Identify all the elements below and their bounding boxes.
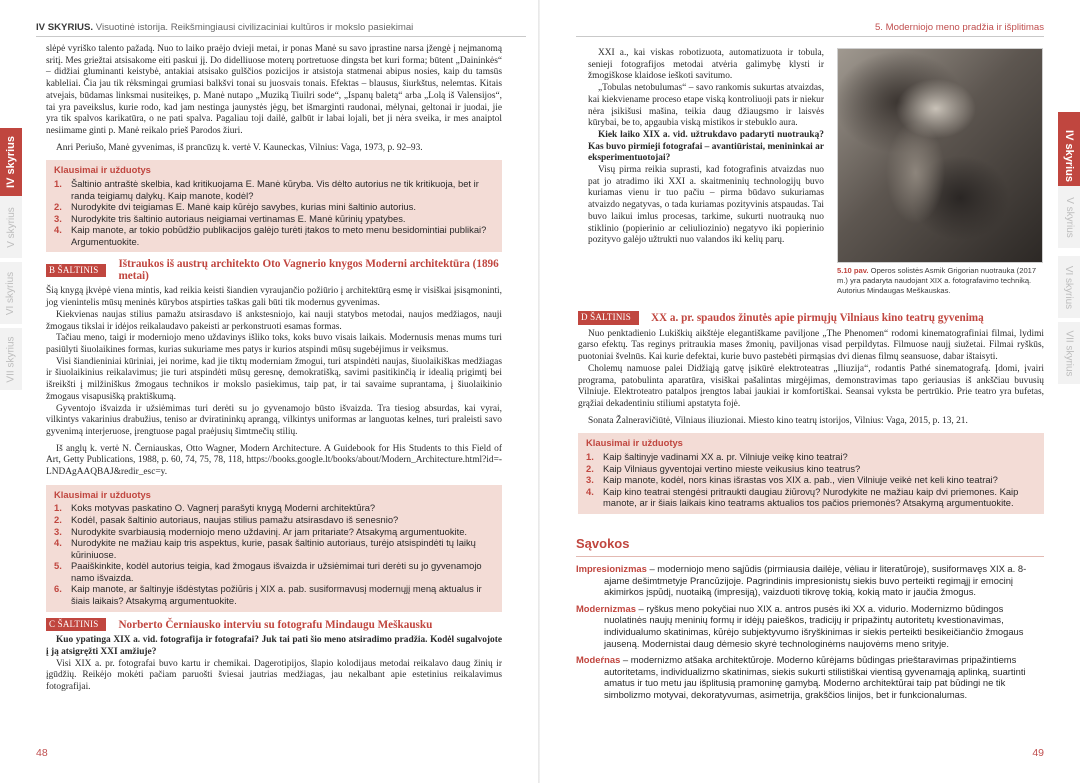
body-paragraph: Visų pirma reikia suprasti, kad fotografinis atvaizdas nuo pat jo atradimo iki XXI a. skaitmeninių technologijų buvo kuriamas vienu ir tuo pačiu – pirma būdavo sukuriamas atvaizdo negatyvas, o tada kuriamas pozityvinis atspaudas. Tai buvo laikui imlus procesas, tarkime, sukurti nuotrauką nuo stiklinio (popierinio ar celiuliozinio) negatyvo iki popierinio pozityvo galėjo užtrukti nuo valandos iki kelių parų. xyxy=(588,165,824,246)
interview-question: Kiek laiko XIX a. vid. užtrukdavo padaryti nuotrauką? Kas buvo pirmieji fotografai – avantiūristai, menininkai ar eksperimentuotojai? xyxy=(588,129,824,164)
source-citation: Anri Periušo, Manė gyvenimas, iš prancūzų k. vertė V. Kauneckas, Vilnius: Vaga, 1973, p. 92–93. xyxy=(56,142,423,153)
body-paragraph: XXI a., kai viskas robotizuota, automatizuota ir tobula, senieji fotografijos metodai atvėria galimybę klysti ir žmogiškose klaidose ieškoti savitumo. xyxy=(588,48,824,82)
question-item: 3. Nurodykite svarbiausią moderniojo meno uždavinį. Ar jam pritariate? Atsakymą argumentuokite. xyxy=(54,525,468,537)
source-title: Norberto Černiausko interviu su fotografu Mindaugu Meškausku xyxy=(118,618,433,631)
questions-box xyxy=(578,433,1044,514)
question-item: 3. Nurodykite tris šaltinio autoriaus neigiamai vertinamas E. Manė kūrinių ypatybes. xyxy=(54,212,406,224)
interview-question: Kuo ypatinga XIX a. vid. fotografija ir fotografai? Juk tai pati šio meno atsiradimo pradžia. Kodėl sugalvojote į ją atsigręžti XXI amžiuje? xyxy=(46,635,502,658)
questions-box xyxy=(46,485,502,612)
question-item: 2. Kaip Vilniaus gyventojai vertino mieste veikusius kino teatrus? xyxy=(586,462,861,474)
source-citation: Iš anglų k. vertė N. Černiauskas, Otto Wagner, Modern Architecture. A Guidebook for His Students to this Field of Art, Getty Publications, 1988, p. 60, 74, 75, 78, 118, https://books.google.lt/books/about/Modern_Architecture.html?id=-LNDAgAAQBAJ&redir_esc=y. xyxy=(46,443,502,478)
body-paragraph: Tačiau meno, taigi ir moderniojo meno uždavinys išliko toks, koks buvo visais laikais. Modernusis menas mums turi pasiūlyti šiuolaikines formas, kurias sukuriame mes patys ir kurios atspindi mūsų sugebėjimus ir veiksmus. xyxy=(46,333,502,355)
source-title: XX a. pr. spaudos žinutės apie pirmųjų Vilniaus kino teatrų gyvenimą xyxy=(650,311,984,324)
source-heading xyxy=(578,311,1044,325)
body-paragraph: Kiekvienas naujas stilius pamažu atsirasdavo iš ankstesniojo, kai nauji statybos metodai, naujos medžiagos, nauji žmogaus tikslai ir idėjos reikalaudavo pakeisti ar perkonstruoti esamas formas. xyxy=(46,309,502,332)
source-heading xyxy=(46,618,502,632)
tab-iv-skyrius[interactable]: IV skyrius xyxy=(0,128,22,196)
body-paragraph: Visi XIX a. pr. fotografai buvo kartu ir chemikai. Dagerotipijos, šlapio kolodijaus metodai reikalavo daug žinių ir įgūdžių. Reikėjo mokėti pačiam paruošti šviesai jautrias medžiagas, jau nekalbant apie estetinius reikalavimus fotografijai. xyxy=(46,658,502,693)
left-header xyxy=(36,22,526,33)
concepts-title: Sąvokos xyxy=(576,536,1044,557)
question-item: 1. Koks motyvas paskatino O. Vagnerį parašyti knygą Moderni architektūra? xyxy=(54,502,376,514)
questions-title: Klausimai ir užduotys xyxy=(586,437,683,449)
tab-vi-skyrius[interactable]: VI skyrius xyxy=(0,262,22,324)
concept-item: Modeŕnas – modernizmo atšaka architektūroje. Moderno kūrėjams būdingas prieštaravimas pripažintiems autoritetams, individualizmo skatinimas, siekis sukurti stilistiškai vientisą gyvenamąją aplinką, suartinti amatus ir tuo metu jau išplitusią pramoninę gamybą. Moderno architektūrai taip pat būdingi ne tik simbolizmo motyvai, dekoratyvumas, asimetrija, grakščios linijos, bet ir funkcionalumas. xyxy=(576,654,1026,700)
question-item: 1. Kaip šaltinyje vadinami XX a. pr. Vilniuje veikę kino teatrai? xyxy=(586,450,848,462)
page-number: 48 xyxy=(36,747,48,759)
body-paragraph: „Tobulas netobulumas“ – savo rankomis sukurtas atvaizdas, kai kiekviename proceso etape viską kontroliuoji pats ir niekur nėra įsikišusi mašina, teikia daug džiaugsmo ir laisvės kūrybai, be to, apgaubia viską mistikos ir stebuklo aura. xyxy=(588,83,824,129)
body-paragraph: Visi šiandieniniai kūriniai, jei norime, kad jie tiktų moderniam žmogui, turi atspindėti naujas, šiuolaikiškas medžiagas ir šiuolaikinius reikalavimus; jie turi atspindėti mūsų geresnę, demokratišką, savimi pasitikinčią ir idealią prigimtį bei išreikšti į milžiniškus žmogaus technikos ir mokslo pasiekimus, taip pat, ir tai savaime suprantama, į šiuolaikinio žmogaus visapusišką praktiškumą. xyxy=(46,356,502,402)
question-item: 5. Paaiškinkite, kodėl autorius teigia, kad žmogaus išvaizda ir užsiėmimai turi derėti su jo gyvenamojo namo išvaizda. xyxy=(54,560,482,583)
photo-caption: 5.10 pav. Operos solistės Asmik Grigorian nuotrauka (2017 m.) yra padaryta naudojant XIX a. fotografavimo techniką. Autorius Mindaugas Meškauskas. xyxy=(837,266,1037,295)
question-item: 6. Kaip manote, ar šaltinyje išdėstytas požiūris į XIX a. pab. susiformavusį modernųjį meną aktualus ir šiais laikais? Atsakymą argumentuokite. xyxy=(54,583,482,607)
tab-vii-skyrius[interactable]: VII skyrius xyxy=(1058,322,1080,384)
question-item: 3. Kaip manote, kodėl, nors kinas išrastas vos XIX a. pab., vien Vilniuje veikė net keli kino teatrai? xyxy=(586,474,998,486)
right-main-column xyxy=(578,306,1044,520)
questions-box xyxy=(46,160,502,252)
source-heading xyxy=(46,258,502,282)
questions-title: Klausimai ir užduotys xyxy=(54,164,151,176)
tab-v-skyrius[interactable]: V skyrius xyxy=(0,196,22,258)
left-column xyxy=(46,44,502,694)
concepts-section xyxy=(576,536,1044,706)
page-number: 49 xyxy=(1032,747,1044,759)
body-paragraph: Cholemų namuose palei Didžiąją gatvę įsikūrė elektroteatras „Iliuzija“, rodantis Pathé sinematografą. Įdomi, įvairi programa, patobulinta aparatūra, visiškai pašalintas mirgėjimas, demonstravimas tapo geriausias iš ankščiau buvusių Vilniuje. Elektroteatro patalpos įrengtos labai jaukiai ir komfortiškai. Seansai vyksta be pertrūkio. Prie teatro yra bufetas, grąžiai dekadentiniu stiliumi apstatyta fojė. xyxy=(578,363,1044,409)
tab-vi-skyrius[interactable]: VI skyrius xyxy=(1058,256,1080,318)
body-paragraph: Šią knygą įkvėpė viena mintis, kad reikia keisti šiandien vyraujančio požiūrio į architektūrą esmę ir visiškai įsisąmoninti, jog vienintelis mūsų meninės kūrybos atspirties taškas gali būti tik modernus gyvenimas. xyxy=(46,286,502,309)
source-badge: C ŠALTINIS xyxy=(46,618,106,632)
right-header: 5. Moderniojo meno pradžia ir išplitimas xyxy=(874,22,1044,33)
tab-vii-skyrius[interactable]: VII skyrius xyxy=(0,328,22,390)
tab-v-skyrius[interactable]: V skyrius xyxy=(1058,186,1080,248)
question-item: 2. Nurodykite dvi teigiamas E. Manė kaip kūrėjo savybes, kurias mini šaltinio autorius. xyxy=(54,201,416,213)
right-narrow-column xyxy=(588,48,824,247)
question-item: 1. Šaltinio antraštė skelbia, kad kritikuojama E. Manė kūryba. Vis dėlto autorius ne tik kritikuoja, bet ir randa teigiamų dalykų. Kaip manote, kodėl? xyxy=(54,177,479,201)
questions-title: Klausimai ir užduotys xyxy=(54,488,151,500)
portrait-photo xyxy=(837,48,1043,263)
question-item: 4. Kaip kino teatrai stengėsi pritraukti daugiau žiūrovų? Nurodykite ne mažiau kaip dvi priemones. Kaip manote, ar ir šiais laikais kino teatrams aktualios tos pačios priemonės? Atsakymą argumentuokite. xyxy=(586,485,1019,509)
concept-item: Impresionizmas – moderniojo meno sąjūdis (pirmiausia dailėje, vėliau ir literatūroje), susiformavęs XIX a. 8-ajame dešimtmetyje Prancūzijoje. Pagrindinis impresionistų siekis buvo perteikti regimąjį ir emocinį akimirkos įspūdį, nuotaiką (impresiją), vaizduoti tikrovę tokią, kokią mato ir jaučia žmogus. xyxy=(576,563,1027,598)
header-chapter: IV SKYRIUS. xyxy=(36,22,94,33)
right-page xyxy=(540,0,1080,783)
header-rule xyxy=(576,36,1044,37)
question-item: 4. Kaip manote, ar tokio pobūdžio publikacijos galėjo turėti įtakos to meto menu besidomintiai publikai? Argumentuokite. xyxy=(54,224,487,247)
body-paragraph: Nuo penktadienio Lukiškių aikštėje elegantiškame paviljone „The Phenomen“ rodomi kinematografiniai filmai, lydimi garso efektų. Tas reginys pritraukia mases žmonių, paviljonas visad perpildytas. Filmuose naujį siužetai. Filmai ryškūs, puotoniai švelnūs. Kai kurie defektai, kurie buvo pastebėti pirmąsias dvi dienas filmų seansuose, dabar ištaisyti. xyxy=(578,328,1044,363)
concept-item: Modernizmas – ryškus meno pokyčiai nuo XIX a. antros pusės iki XX a. vidurio. Modernizmo būdingos nuolatinės naujų meninių formų ir idėjų paieškos, tradicijų ir pripažintų autoritetų kvestionavimas, individualumo skatinimas, kūrėjo subjektyvumo išryškinimas ir siekis perteikti besikeičiančio žmogaus jauseną. Modernistai daug dėmesio skyrė technologinėms naujovėms meno srityje. xyxy=(576,602,1024,649)
source-badge: D ŠALTINIS xyxy=(578,311,639,325)
body-paragraph: Gyventojo išvaizda ir užsiėmimas turi derėti su jo gyvenamojo būsto išvaizda. Tra tiesiog absurdas, kai vyrai, vilkintys vakarinius drabužius, teniso ar dviratininkų aprangą, vilkintys uniformas ar languotas kelnes, turi praleisti savo gyvenimą interjeruose, įrengtuose pagal praėjusių šimtmečių stilių. xyxy=(46,403,502,437)
question-item: 4. Nurodykite ne mažiau kaip tris aspektus, kurie, pasak šaltinio autoriaus, turėjo atsispindėti tų laikų kūriniuose. xyxy=(54,537,476,560)
source-citation: Sonata Žalneravičiūtė, Vilniaus iliuzionai. Miesto kino teatrų istorijos, Vilnius: Vaga, 2015, p. 13, 21. xyxy=(588,415,968,426)
header-rule xyxy=(36,36,526,37)
tab-iv-skyrius[interactable]: IV skyrius xyxy=(1058,112,1080,200)
question-item: 2. Kodėl, pasak šaltinio autoriaus, naujas stilius pamažu atsirasdavo iš senesnio? xyxy=(54,513,399,525)
header-text: Visuotinė istorija. Reikšmingiausi civilizaciniai kultūros ir mokslo pasiekimai xyxy=(95,22,414,33)
source-title: Ištraukos iš austrų architekto Oto Vagnerio knygos Moderni architektūra (1896 metai) xyxy=(118,258,499,283)
intro-paragraph: slėpė vyriško talento pažadą. Nuo to laiko praėjo dvieji metai, ir ponas Manė su savo įprastine narsa įžengė į neįmanomą sritį. Mes griežtai atsisakome eiti paskui jį. Do didelliuose moterų portretuose dingsta bet kuri forma; būtent „Daininkės“ – didžiai gluminanti keistybė, antakiai atsisako gulščios pozicijos ir atsistoja statmenai abipus nosies, kaip du tamsūs kableliai. Čia jau tik rėksmingai grumiasi balkšvi tonai su juosvais tonais. Efektas – blausus, šiurkštus, nelemtas. Kitais atvejais, būdamas linksmai nusiteikęs, p. Manė nutapo „Muziką Tiuilri sode“, „Ispanų baletą“ arba „Lolą iš Valensijos“, tai yra paveikslus, kurie rodo, kad jam nestinga jaunystės jėgų, bet išmarginti raudonai, mėlynai, geltonai ir juodai, jie yra tik spalvos karikatūra, o ne pati spalva. Pagaliau toji dailė, galbūt ir labai lojali, bet ji nėra sveika, ir mes anaiptol nesiimame ginti p. Manė reikalo prieš Parodos žiuri. xyxy=(46,44,502,136)
source-badge: B ŠALTINIS xyxy=(46,264,106,278)
